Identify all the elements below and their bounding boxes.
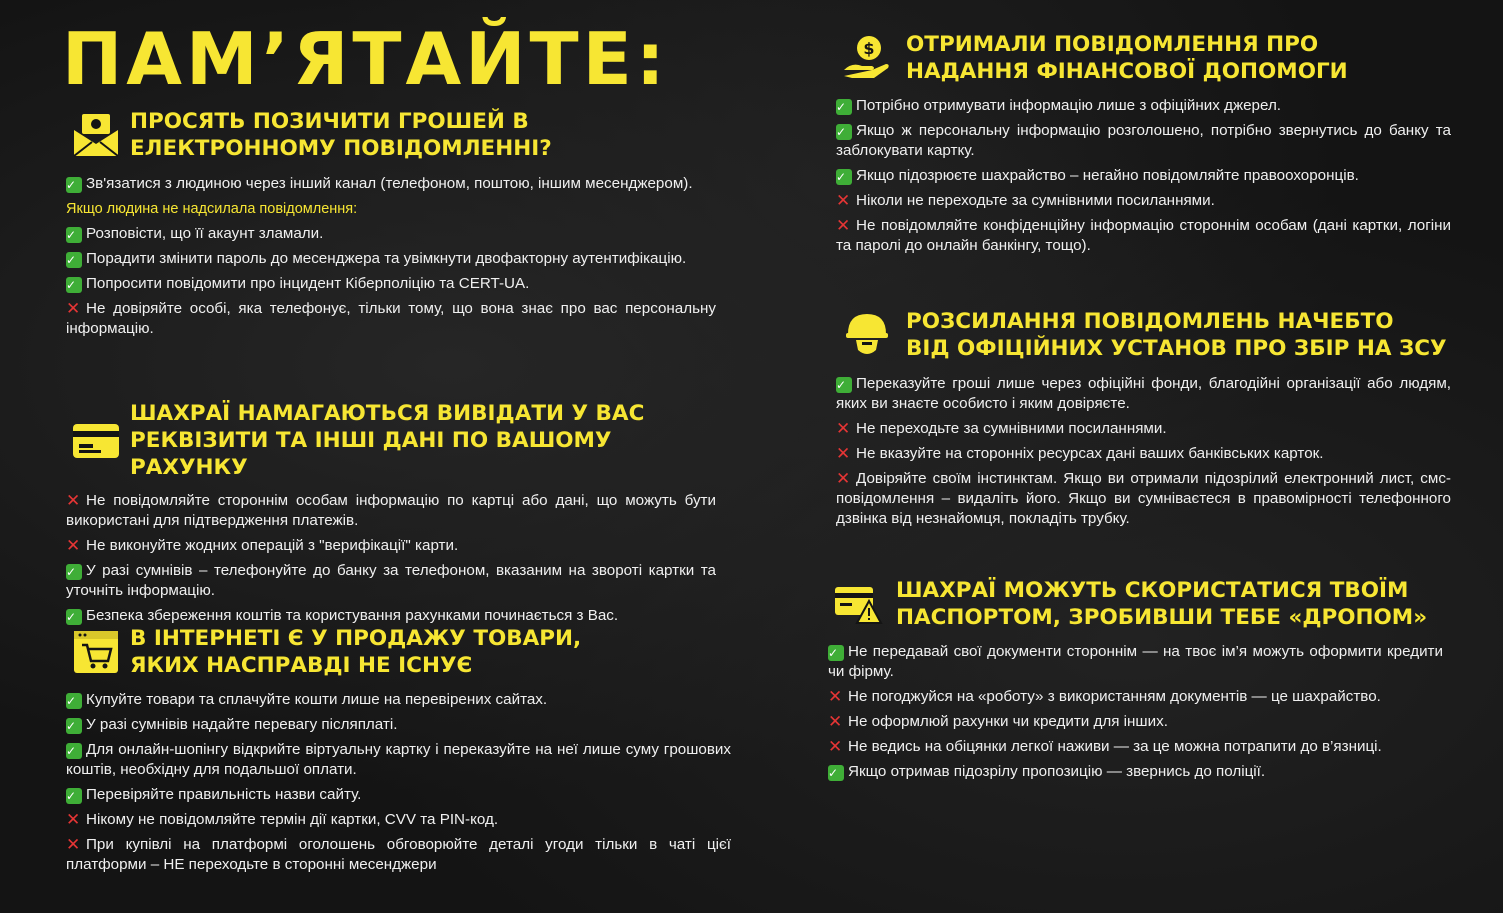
section-title-line: ПРОСЯТЬ ПОЗИЧИТИ ГРОШЕЙ В: [130, 109, 529, 134]
money-envelope-icon: [66, 106, 126, 164]
section-title-line: ЯКИХ НАСПРАВДІ НЕ ІСНУЄ: [130, 653, 473, 678]
section-bank-details: [66, 400, 716, 631]
check-icon: ✓: [66, 277, 82, 293]
check-icon: ✓: [66, 609, 82, 625]
check-icon: ✓: [836, 99, 852, 115]
section-title-line: РОЗСИЛАННЯ ПОВІДОМЛЕНЬ НАЧЕБТО: [906, 309, 1394, 334]
cross-icon: ✕: [66, 536, 81, 555]
check-icon: ✓: [66, 693, 82, 709]
cross-icon: ✕: [66, 491, 81, 510]
list-item: ✓ У разі сумнівів надайте перевагу післяплаті.: [66, 716, 398, 733]
list-item: ✕ Не погоджуйся на «роботу» з використанням документів — це шахрайство.: [828, 687, 1381, 706]
section-title-line: ШАХРАЇ МОЖУТЬ СКОРИСТАТИСЯ ТВОЇМ: [896, 578, 1409, 603]
check-icon: ✓: [66, 788, 82, 804]
list-item: ✓ Безпека збереження коштів та користування рахунками починається з Вас.: [66, 607, 619, 624]
section-title-line: РЕКВІЗИТИ ТА ІНШІ ДАНІ ПО ВАШОМУ РАХУНКУ: [130, 428, 612, 480]
cross-icon: ✕: [66, 810, 81, 829]
shopping-cart-browser-icon: [66, 624, 126, 680]
list-item: ✓ Не передавай свої документи стороннім — на твоє ім’я можуть оформити кредити чи фірму.: [828, 643, 1443, 680]
list-item: ✓ Перевіряйте правильність назви сайту.: [66, 786, 362, 803]
list-item: ✓ Зв'язатися з людиною через інший канал (телефоном, поштою, іншим месенджером).: [66, 175, 693, 192]
list-item: ✕ Не повідомляйте конфіденційну інформацію стороннім особам (дані картки, логіни та паролі до онлайн банкінгу, тощо).: [836, 216, 1451, 254]
section-title-line: ЕЛЕКТРОННОМУ ПОВІДОМЛЕННІ?: [130, 136, 552, 161]
section-title-line: НАДАННЯ ФІНАНСОВОЇ ДОПОМОГИ: [906, 59, 1348, 84]
check-icon: ✓: [66, 177, 82, 193]
list-item: ✓ Потрібно отримувати інформацію лише з офіційних джерел.: [836, 97, 1282, 114]
list-item: ✓ Розповісти, що її акаунт зламали.: [66, 225, 324, 242]
section-passport-drop: [828, 576, 1443, 787]
list-item: ✕ Нікому не повідомляйте термін дії картки, CVV та PIN-код.: [66, 810, 499, 829]
check-icon: ✓: [836, 377, 852, 393]
hand-dollar-icon: [836, 30, 898, 86]
check-icon: ✓: [66, 718, 82, 734]
section-financial-aid: [836, 30, 1451, 261]
cross-icon: ✕: [836, 191, 851, 210]
section-title-line: В ІНТЕРНЕТІ Є У ПРОДАЖУ ТОВАРИ,: [130, 626, 582, 651]
check-icon: ✓: [828, 645, 844, 661]
list-item: ✕ Не довіряйте особі, яка телефонує, тільки тому, що вона знає про вас персональну інформацію.: [66, 299, 716, 337]
cross-icon: ✕: [828, 687, 843, 706]
list-item: ✓ Купуйте товари та сплачуйте кошти лише на перевірених сайтах.: [66, 691, 548, 708]
cross-icon: ✕: [66, 835, 81, 854]
list-item: ✓ Для онлайн-шопінгу відкрийте віртуальну картку і переказуйте на неї лише суму грошових коштів, необхідну для подальшої оплати.: [66, 741, 731, 778]
list-item: ✓ Якщо підозрюєте шахрайство – негайно повідомляйте правоохоронців.: [836, 167, 1359, 184]
list-item: ✕ Не оформлюй рахунки чи кредити для інших.: [828, 712, 1168, 731]
page-title: ПАМ’ЯТАЙТЕ:: [62, 17, 669, 101]
list-item: ✕ Довіряйте своїм інстинктам. Якщо ви отримали підозрілий електронний лист, смс-повідомлення – видаліть його. Якщо ви сумніваєтеся в правомірності телефонного дзвінка від незнайомця, покладіть трубку.: [836, 469, 1451, 527]
list-item: ✕ Ніколи не переходьте за сумнівними посиланнями.: [836, 191, 1215, 210]
check-icon: ✓: [66, 252, 82, 268]
check-icon: ✓: [836, 169, 852, 185]
list-item: ✓ Попросити повідомити про інцидент Кіберполіцію та CERT-UA.: [66, 275, 530, 292]
check-icon: ✓: [836, 124, 852, 140]
list-item: ✓ У разі сумнівів – телефонуйте до банку за телефоном, вказаним на звороті картки та уточніть інформацію.: [66, 562, 716, 599]
cross-icon: ✕: [836, 444, 851, 463]
check-icon: ✓: [66, 743, 82, 759]
cross-icon: ✕: [836, 469, 851, 488]
list-item: ✕ При купівлі на платформі оголошень обговорюйте деталі угоди тільки в чаті цієї платформи – НЕ переходьте в сторонні месенджери: [66, 835, 731, 873]
section-title-line: ПАСПОРТОМ, ЗРОБИВШИ ТЕБЕ «ДРОПОМ»: [896, 605, 1428, 630]
list-note: Якщо людина не надсилала повідомлення:: [66, 201, 358, 217]
credit-card-icon: [66, 413, 126, 469]
section-title-line: ВІД ОФІЦІЙНИХ УСТАНОВ ПРО ЗБІР НА ЗСУ: [906, 336, 1447, 361]
cross-icon: ✕: [828, 712, 843, 731]
section-title-line: ШАХРАЇ НАМАГАЮТЬСЯ ВИВІДАТИ У ВАС: [130, 401, 645, 426]
list-item: ✕ Не повідомляйте стороннім особам інформацію по картці або дані, що можуть бути використані для підтвердження платежів.: [66, 491, 716, 529]
list-item: ✕ Не переходьте за сумнівними посиланнями.: [836, 419, 1167, 438]
check-icon: ✓: [66, 564, 82, 580]
list-item: ✕ Не ведись на обіцянки легкої наживи — за це можна потрапити до в’язниці.: [828, 737, 1382, 756]
cross-icon: ✕: [828, 737, 843, 756]
svg-text:$: $: [863, 39, 875, 58]
section-fake-goods: [66, 624, 731, 880]
section-army-fundraising: [836, 306, 1451, 534]
section-borrow-money: [66, 106, 716, 344]
cross-icon: ✕: [66, 299, 81, 318]
soldier-helmet-icon: [836, 306, 898, 364]
list-item: ✕ Не вказуйте на сторонніх ресурсах дані ваших банківських карток.: [836, 444, 1324, 463]
cross-icon: ✕: [836, 216, 851, 235]
check-icon: ✓: [828, 765, 844, 781]
cross-icon: ✕: [836, 419, 851, 438]
list-item: ✓ Переказуйте гроші лише через офіційні фонди, благодійні організації або людям, яких ви знаєте особисто і яким довіряєте.: [836, 375, 1451, 412]
card-warning-icon: [828, 576, 888, 632]
check-icon: ✓: [66, 227, 82, 243]
list-item: ✓ Якщо ж персональну інформацію розголошено, потрібно звернутись до банку та заблокувати картку.: [836, 122, 1451, 159]
section-title-line: ОТРИМАЛИ ПОВІДОМЛЕННЯ ПРО: [906, 32, 1319, 57]
list-item: ✓ Порадити змінити пароль до месенджера та увімкнути двофакторну аутентифікацію.: [66, 250, 687, 267]
list-item: ✕ Не виконуйте жодних операцій з "верифікації" карти.: [66, 536, 459, 555]
list-item: ✓ Якщо отримав підозрілу пропозицію — звернись до поліції.: [828, 763, 1266, 780]
